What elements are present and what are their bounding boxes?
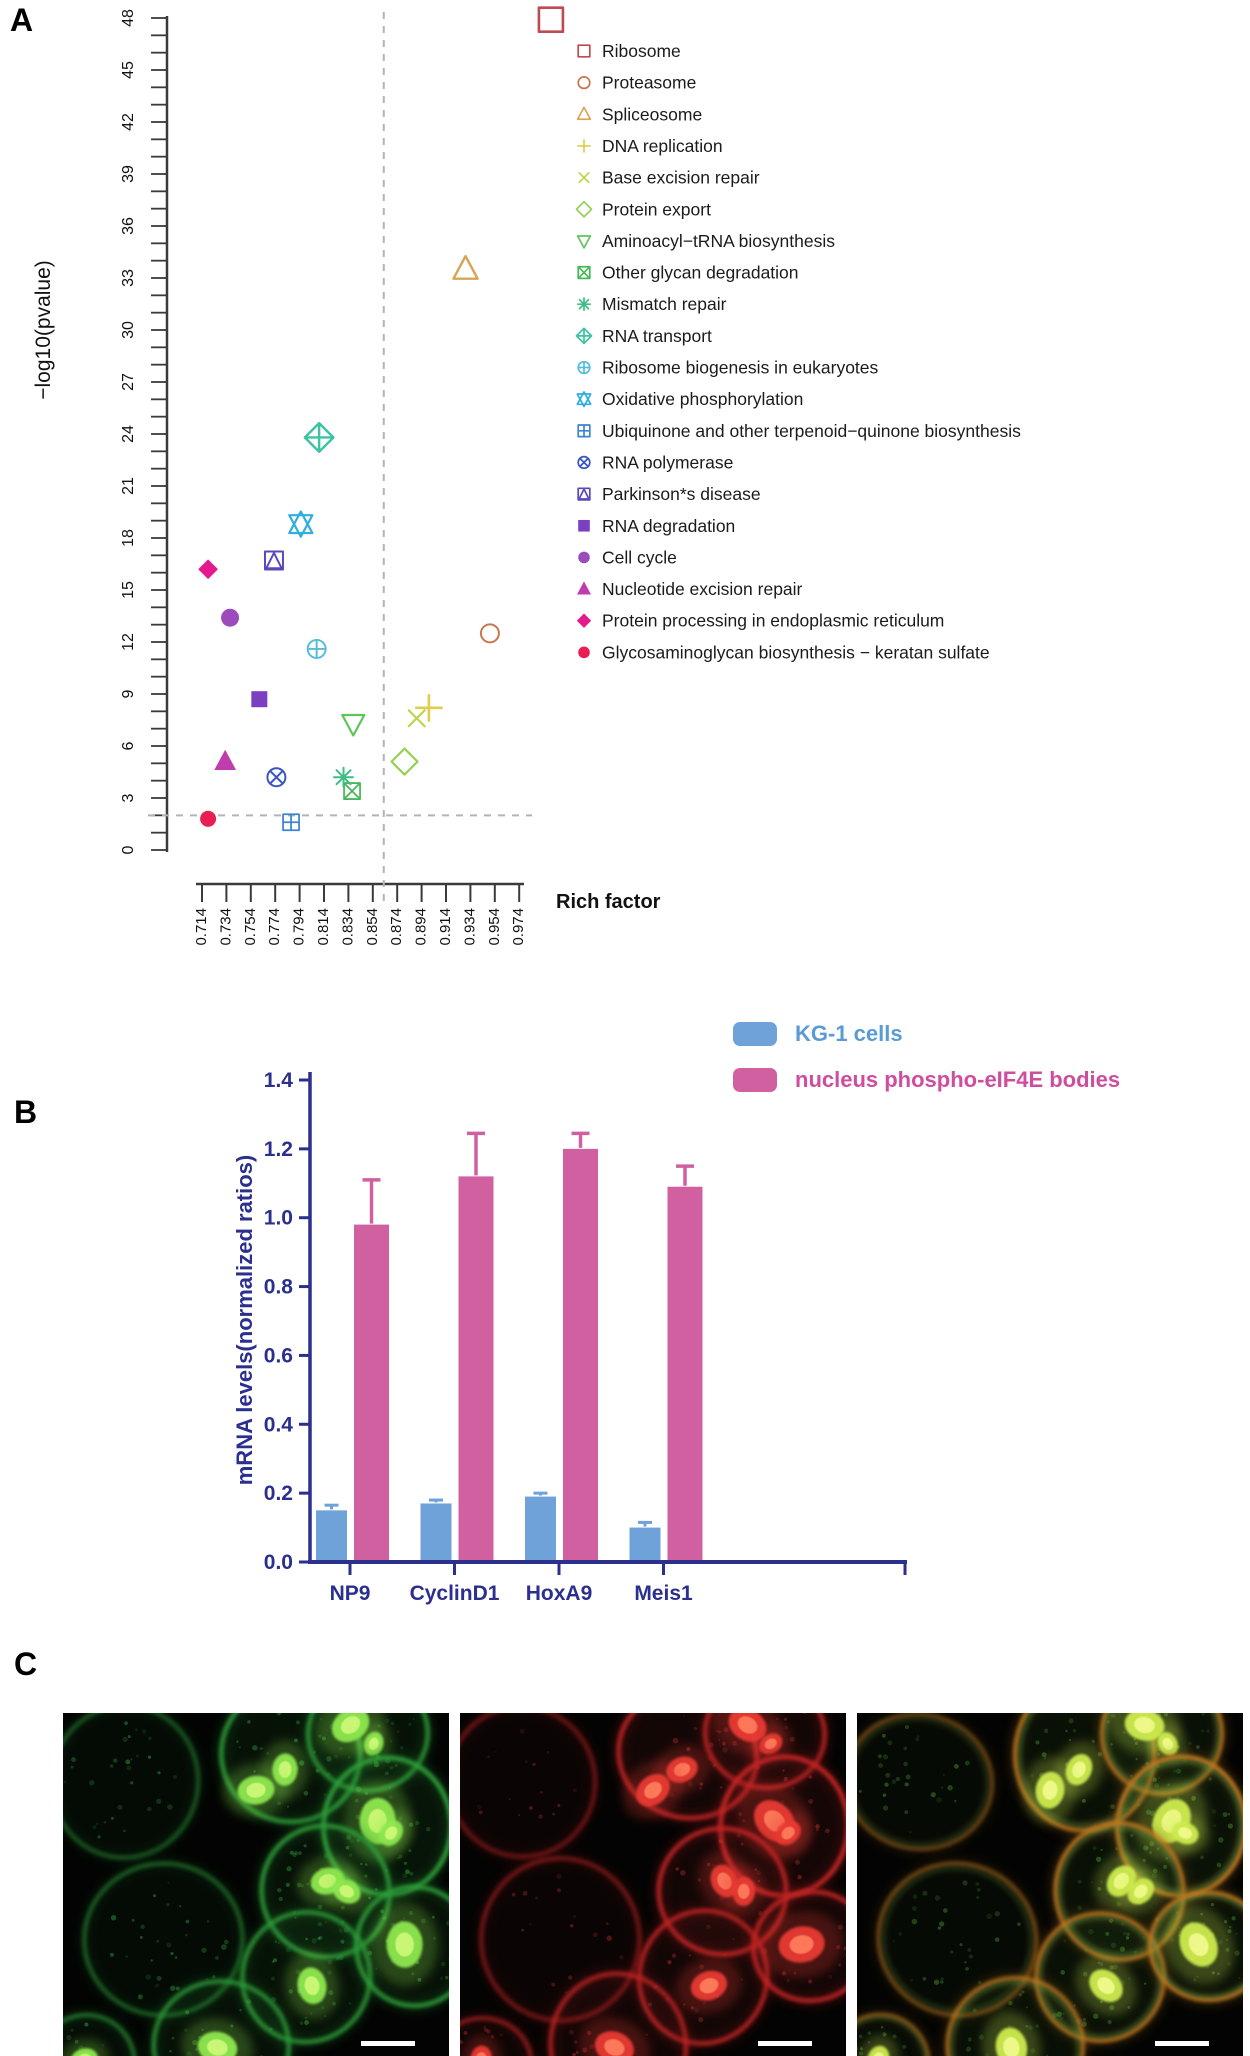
merged-channel-image [857, 1713, 1243, 2056]
scatter-point-dna-replication [416, 695, 441, 720]
panel-a-label: A [10, 2, 34, 38]
bar-nucleus-phospho-eif4e-bodies-hoxa9 [563, 1149, 598, 1560]
legend-item-label: Aminoacyl−tRNA biosynthesis [602, 230, 835, 251]
scatter-point-nucleotide-excision-repair [214, 750, 236, 770]
y-tick-label: 12 [120, 633, 138, 651]
legend-item-label: RNA polymerase [602, 452, 734, 473]
bar-y-tick-label: 1.2 [263, 1137, 293, 1161]
legend-item-aminoacyl-trna-biosynthesis [578, 231, 836, 251]
scatter-point-ubiquinone-and-other-terpenoid-quinone-biosynthesis [283, 814, 299, 830]
bar-legend [733, 1021, 1120, 1092]
legend-item-ribosome-biogenesis-in-eukaryotes [578, 358, 878, 378]
legend-item-label: Proteasome [602, 72, 697, 93]
y-tick-label: 42 [120, 113, 138, 131]
legend-item-label: Oxidative phosphorylation [602, 389, 804, 410]
legend-item-rna-degradation [578, 516, 735, 536]
y-tick-label: 15 [120, 581, 138, 599]
legend-item-protein-export [576, 199, 711, 219]
legend-item-parkinson-s-disease [578, 484, 760, 504]
bar-y-tick-label: 0.2 [263, 1482, 293, 1506]
scatter-point-protein-processing-in-endoplasmic-reticulum [198, 559, 218, 579]
scatter-point-rna-polymerase [267, 768, 285, 786]
legend-symbol-icon [577, 392, 590, 407]
merged-channel-canvas [857, 1713, 1243, 2056]
legend-item-base-excision-repair [579, 168, 759, 188]
legend-item-label: Nucleotide excision repair [602, 579, 803, 600]
scatter-point-other-glycan-degradation [344, 783, 360, 799]
legend-symbol-icon [578, 298, 590, 310]
bar-category-label: CyclinD1 [409, 1582, 500, 1605]
kg1-legend-label: KG-1 cells [795, 1021, 903, 1046]
legend-item-ubiquinone-and-other-terpenoid-quinone-biosynthesis [578, 421, 1021, 441]
scatter-axes [120, 9, 527, 946]
legend-item-other-glycan-degradation [578, 263, 798, 283]
legend-item-label: Base excision repair [602, 167, 760, 188]
panel-c-label: C [14, 1646, 38, 1682]
bar-y-axis-title: mRNA levels(normalized ratios) [232, 1154, 257, 1486]
legend-symbol-icon [578, 457, 590, 469]
green-channel-image [63, 1713, 449, 2056]
legend-item-nucleotide-excision-repair [577, 579, 803, 599]
bar-nucleus-phospho-eif4e-bodies-meis1 [668, 1187, 703, 1560]
x-tick-label: 0.754 [241, 908, 259, 946]
x-tick-label: 0.874 [388, 908, 406, 946]
legend-item-mismatch-repair [578, 294, 727, 314]
scatter-point-protein-export [392, 749, 418, 775]
legend-symbol-icon [578, 107, 591, 119]
y-tick-label: 18 [120, 529, 138, 547]
y-tick-label: 30 [120, 321, 138, 339]
phospho-eif4e-legend-label: nucleus phospho-eIF4E bodies [795, 1067, 1121, 1092]
legend-item-label: Glycosaminoglycan biosynthesis − keratan sulfate [602, 642, 990, 663]
scatter-point-ribosome [539, 8, 563, 32]
bar-y-tick-label: 1.4 [263, 1069, 293, 1092]
y-tick-label: 27 [120, 373, 138, 391]
x-tick-label: 0.734 [217, 908, 235, 946]
scale-bar [1155, 2041, 1209, 2046]
y-tick-label: 0 [120, 845, 138, 855]
bar-y-tick-label: 0.6 [263, 1344, 293, 1368]
scatter-point-cell-cycle [221, 609, 239, 627]
legend-symbol-icon [578, 520, 590, 532]
scatter-point-glycosaminoglycan-biosynthesis-keratan-sulfate [200, 811, 216, 827]
y-tick-label: 9 [120, 689, 138, 699]
y-tick-label: 39 [120, 165, 138, 183]
bar-y-tick-label: 1.0 [263, 1206, 293, 1230]
scatter-threshold-lines [148, 12, 532, 905]
x-tick-label: 0.934 [461, 908, 479, 946]
legend-symbol-icon [577, 581, 591, 594]
legend-item-protein-processing-in-endoplasmic-reticulum [577, 611, 945, 631]
legend-symbol-icon [578, 236, 591, 248]
bar-category-label: HoxA9 [525, 1582, 593, 1605]
red-channel-canvas [460, 1713, 846, 2056]
legend-symbol-icon [578, 267, 590, 279]
y-tick-label: 33 [120, 269, 138, 287]
bar-kg-1-cells-meis1 [630, 1528, 661, 1560]
bar-category-label: Meis1 [634, 1582, 693, 1605]
scatter-point-ribosome-biogenesis-in-eukaryotes [308, 640, 326, 658]
scale-bar [361, 2041, 415, 2046]
legend-item-rna-polymerase [578, 452, 733, 472]
bar-kg-1-cells-hoxa9 [525, 1497, 556, 1560]
legend-symbol-icon [578, 77, 590, 89]
x-tick-label: 0.954 [485, 908, 503, 946]
legend-item-oxidative-phosphorylation [577, 389, 803, 409]
x-tick-label: 0.794 [290, 908, 308, 946]
x-tick-label: 0.914 [436, 908, 454, 946]
legend-item-label: Ribosome biogenesis in eukaryotes [602, 357, 879, 378]
x-tick-label: 0.774 [266, 908, 284, 946]
y-tick-label: 36 [120, 217, 138, 235]
legend-symbol-icon [578, 45, 590, 57]
legend-symbol-icon [578, 647, 590, 659]
y-tick-label: 45 [120, 61, 138, 79]
scatter-point-proteasome [481, 624, 499, 642]
legend-item-ribosome [578, 41, 681, 61]
legend-symbol-icon [577, 614, 591, 628]
y-tick-label: 21 [120, 477, 138, 495]
legend-item-label: Other glycan degradation [602, 262, 799, 283]
bar-nucleus-phospho-eif4e-bodies-np9 [354, 1225, 389, 1560]
green-channel-canvas [63, 1713, 449, 2056]
legend-symbol-icon [578, 488, 590, 500]
scatter-point-parkinson-s-disease [265, 552, 283, 570]
bar-kg-1-cells-np9 [316, 1510, 347, 1560]
legend-item-cell-cycle [578, 547, 677, 567]
bar-kg-1-cells-cyclind1 [421, 1503, 452, 1560]
scatter-point-rna-transport [305, 423, 334, 452]
legend-item-rna-transport [576, 326, 712, 346]
scatter-point-oxidative-phosphorylation [289, 512, 312, 537]
bar-category-label: NP9 [329, 1582, 371, 1605]
scatter-y-axis-title: −log10(pvalue) [32, 260, 55, 400]
legend-symbol-icon [578, 552, 590, 564]
scatter-point-spliceosome [453, 256, 477, 279]
legend-item-label: Ribosome [602, 41, 681, 61]
legend-symbol-icon [578, 140, 590, 152]
scatter-point-rna-degradation [251, 691, 267, 707]
y-tick-label: 48 [120, 9, 138, 27]
legend-symbol-icon [578, 362, 590, 374]
x-tick-label: 0.814 [314, 908, 332, 946]
scatter-x-axis-title: Rich factor [556, 891, 661, 913]
legend-item-label: Protein export [602, 199, 711, 220]
y-tick-label: 6 [120, 741, 138, 751]
red-channel-image [460, 1713, 846, 2056]
legend-item-label: Mismatch repair [602, 294, 727, 315]
legend-symbol-icon [579, 173, 588, 182]
legend-item-label: RNA degradation [602, 515, 736, 536]
legend-item-label: Ubiquinone and other terpenoid−quinone biosynthesis [602, 420, 1021, 441]
legend-item-label: Cell cycle [602, 547, 677, 568]
x-tick-label: 0.714 [192, 908, 210, 946]
y-tick-label: 3 [120, 793, 138, 803]
bar-y-tick-label: 0.0 [263, 1551, 293, 1574]
scatter-legend [576, 41, 1021, 662]
legend-item-label: Parkinson*s disease [602, 484, 761, 505]
panel-b-label: B [14, 1094, 38, 1130]
legend-item-spliceosome [578, 104, 703, 124]
scale-bar [758, 2041, 812, 2046]
bar-y-tick-label: 0.8 [263, 1275, 293, 1299]
x-tick-label: 0.854 [363, 908, 381, 946]
x-tick-label: 0.894 [412, 908, 430, 946]
legend-item-label: Protein processing in endoplasmic reticulum [602, 610, 945, 631]
scatter-point-base-excision-repair [409, 710, 425, 726]
scatter-point-mismatch-repair [334, 768, 353, 787]
bar-chart-bars [316, 1133, 703, 1560]
legend-item-proteasome [578, 73, 696, 93]
kg1-legend-swatch [733, 1022, 777, 1046]
scatter-points [198, 8, 563, 831]
phospho-eif4e-legend-swatch [733, 1068, 777, 1092]
legend-symbol-icon [576, 202, 591, 217]
legend-item-label: RNA transport [602, 325, 712, 346]
bar-nucleus-phospho-eif4e-bodies-cyclind1 [459, 1176, 494, 1560]
legend-item-label: DNA replication [602, 135, 723, 156]
scatter-point-aminoacyl-trna-biosynthesis [342, 715, 364, 736]
x-tick-label: 0.974 [510, 908, 528, 946]
legend-item-glycosaminoglycan-biosynthesis-keratan-sulfate [578, 642, 989, 662]
legend-symbol-icon [576, 328, 591, 343]
legend-symbol-icon [578, 425, 590, 437]
legend-item-label: Spliceosome [602, 104, 703, 125]
bar-y-tick-label: 0.4 [263, 1413, 293, 1437]
x-tick-label: 0.834 [339, 908, 357, 946]
y-tick-label: 24 [120, 425, 138, 443]
legend-item-dna-replication [578, 136, 723, 156]
